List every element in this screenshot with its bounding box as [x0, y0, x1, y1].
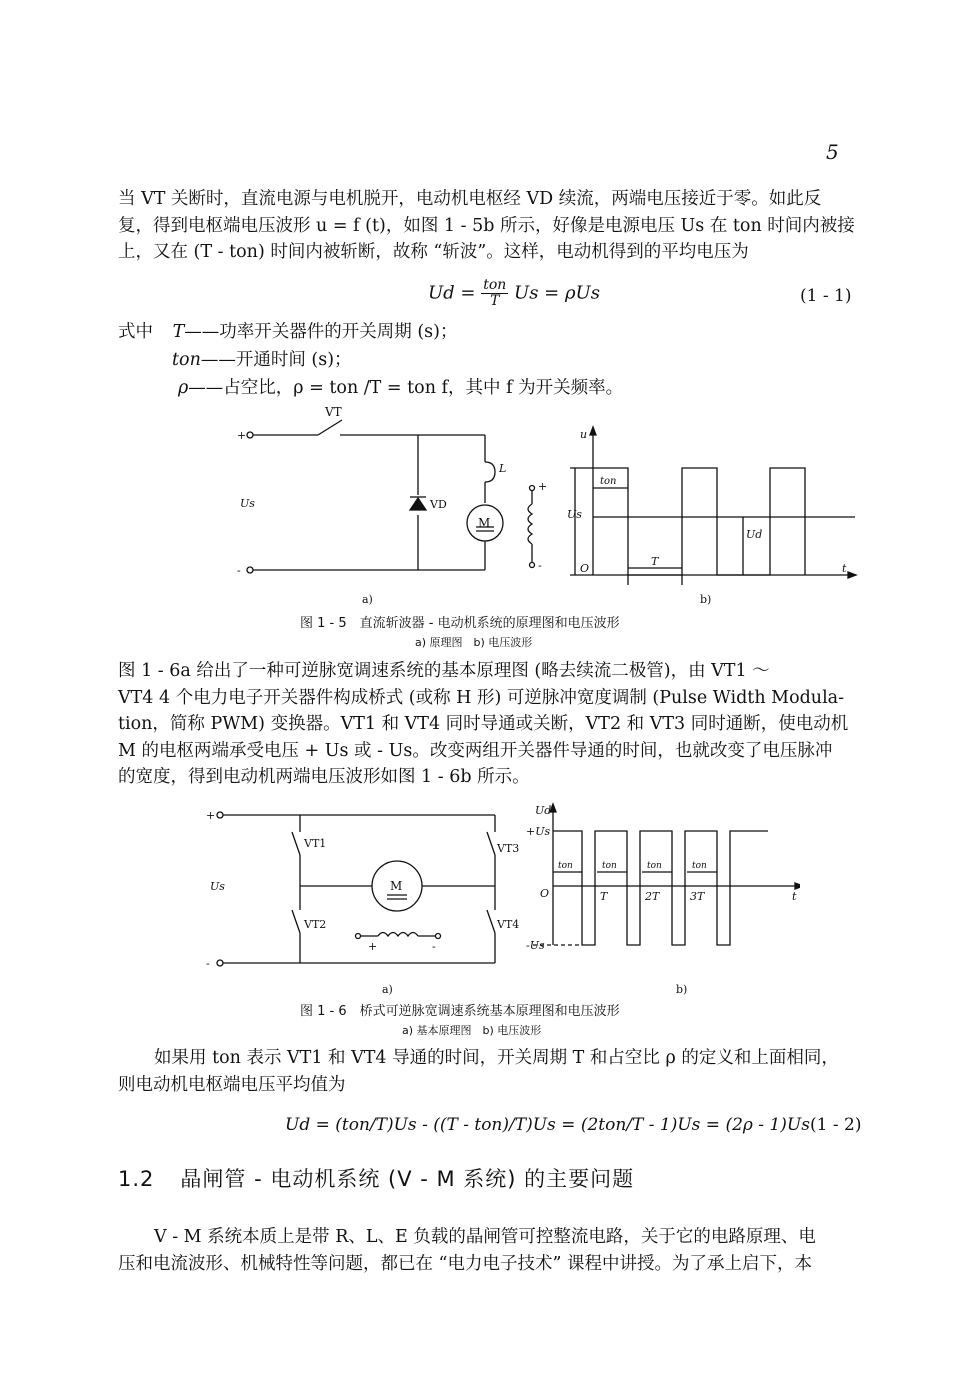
figure-1-5	[220, 400, 860, 610]
text-line: 则电动机电枢端电压平均值为	[118, 1074, 346, 1095]
eq1-denominator: T	[490, 293, 500, 309]
vt-label: VT	[325, 405, 342, 419]
ton-label: ton	[692, 861, 707, 871]
us-wave-label: Us	[567, 508, 582, 521]
subfig-b-label: b)	[676, 983, 688, 996]
paragraph-2	[118, 658, 863, 791]
minus-us-label: -Us	[526, 939, 545, 952]
paragraph-4	[118, 1224, 863, 1277]
equation-2-number: (1 - 2)	[810, 1115, 862, 1135]
minus-terminal: -	[538, 559, 542, 572]
def-text: ——开通时间 (s)；	[200, 350, 352, 370]
figure-1-5-subcaption: a) 原理图 b) 电压波形	[415, 636, 533, 649]
t2-label: 2T	[645, 890, 660, 903]
plus-terminal: +	[538, 480, 548, 493]
text-line: 复，得到电枢端电压波形 u = f (t)，如图 1 - 5b 所示，好像是电源电压 Us 在 ton 时间内被接	[118, 215, 855, 236]
plus-terminal: +	[368, 940, 378, 953]
figure-1-6-caption: 图 1 - 6 桥式可逆脉宽调速系统基本原理图和电压波形	[300, 1004, 620, 1019]
def-symbol: T	[172, 322, 185, 342]
plus-us-label: +Us	[526, 825, 551, 838]
page-number: 5	[826, 140, 839, 164]
def-symbol: ton	[172, 350, 201, 370]
text-line: 图 1 - 6a 给出了一种可逆脉宽调速系统的基本原理图 (略去续流二极管)，由 VT1 ～	[118, 661, 770, 681]
plus-terminal: +	[206, 809, 216, 822]
t-axis-label: t	[842, 562, 847, 575]
ton-label: ton	[647, 861, 662, 871]
paragraph-1	[118, 186, 863, 266]
text-line: V - M 系统本质上是带 R、L、E 负载的晶闸管可控整流电路，关于它的电路原理、电	[154, 1227, 816, 1247]
ton-label: ton	[602, 861, 617, 871]
definition-1	[118, 318, 457, 343]
us-source-label: Us	[210, 880, 225, 893]
subfig-a-label: a)	[362, 593, 373, 606]
eq1-lhs: Ud =	[428, 282, 476, 304]
origin-label: O	[580, 562, 590, 575]
figure-1-6	[200, 800, 800, 1000]
vt4-label: VT4	[497, 918, 520, 931]
text-line: M 的电枢两端承受电压 + Us 或 - Us。改变两组开关器件导通的时间，也就改变了电压脉冲	[118, 740, 833, 761]
vt3-label: VT3	[497, 842, 520, 855]
equation-2: Ud = (ton/T)Us - ((T - ton)/T)Us = (2ton/T - 1)Us = (2ρ - 1)Us	[285, 1115, 810, 1135]
figure-1-6-subcaption: a) 基本原理图 b) 电压波形	[402, 1024, 542, 1037]
definition-3	[178, 374, 623, 399]
text-line: tion，简称 PWM) 变换器。VT1 和 VT4 同时导通或关断，VT2 和 VT3 同时通断，使电动机	[118, 714, 849, 734]
period-label: T	[651, 555, 659, 568]
section-heading	[118, 1163, 634, 1193]
inductor-label: L	[499, 462, 507, 475]
subfig-b-label: b)	[700, 593, 712, 606]
equation-1	[428, 278, 600, 309]
def-symbol: ρ	[178, 378, 189, 398]
figure-1-5-caption: 图 1 - 5 直流斩波器 - 电动机系统的原理图和电压波形	[300, 616, 620, 631]
motor-label: M	[390, 879, 403, 893]
vt2-label: VT2	[304, 918, 327, 931]
equation-1-number: (1 - 1)	[800, 286, 852, 306]
t-axis-label: t	[792, 890, 797, 903]
text-line: 压和电流波形、机械特性等问题，都已在 “电力电子技术” 课程中讲授。为了承上启下，本	[118, 1253, 813, 1274]
eq1-numerator: ton	[483, 277, 507, 293]
motor-label: M	[478, 516, 491, 530]
u-axis-label: u	[580, 428, 588, 441]
ud-label: Ud	[746, 528, 763, 541]
subfig-a-label: a)	[382, 983, 393, 996]
def-prefix: 式中	[118, 322, 153, 342]
eq1-fraction	[481, 278, 508, 309]
text-line: 的宽度，得到电动机两端电压波形如图 1 - 6b 所示。	[118, 767, 530, 787]
section-number: 1.2	[118, 1167, 155, 1191]
minus-terminal: -	[237, 564, 241, 577]
vd-label: VD	[430, 498, 447, 511]
t3-label: 3T	[690, 890, 705, 903]
origin-label: O	[540, 887, 550, 900]
text-line: VT4 4 个电力电子开关器件构成桥式 (或称 H 形) 可逆脉冲宽度调制 (Pulse Width Modula-	[118, 687, 845, 708]
us-source-label: Us	[240, 497, 255, 510]
plus-terminal: +	[237, 429, 247, 442]
paragraph-3	[118, 1045, 863, 1098]
text-line: 如果用 ton 表示 VT1 和 VT4 导通的时间，开关周期 T 和占空比 ρ 的定义和上面相同，	[154, 1048, 839, 1068]
minus-terminal: -	[206, 957, 210, 970]
minus-terminal: -	[432, 940, 436, 953]
def-text: ——占空比，ρ = ton /T = ton f，其中 f 为开关频率。	[188, 378, 624, 398]
def-text: ——功率开关器件的开关周期 (s)；	[184, 322, 458, 342]
ton-label: ton	[558, 861, 573, 871]
ud-axis-label: Ud	[535, 804, 552, 817]
eq1-rhs: Us = ρUs	[514, 282, 600, 304]
section-title: 晶闸管 - 电动机系统 (V - M 系统) 的主要问题	[180, 1167, 635, 1191]
ton-label: ton	[600, 476, 617, 487]
text-line: 当 VT 关断时，直流电源与电机脱开，电动机电枢经 VD 续流，两端电压接近于零。如此反	[118, 189, 822, 209]
text-line: 上，又在 (T - ton) 时间内被斩断，故称 “斩波”。这样，电动机得到的平均电压为	[118, 242, 749, 262]
t1-label: T	[600, 890, 608, 903]
vt1-label: VT1	[304, 837, 327, 850]
definition-2	[172, 346, 352, 371]
